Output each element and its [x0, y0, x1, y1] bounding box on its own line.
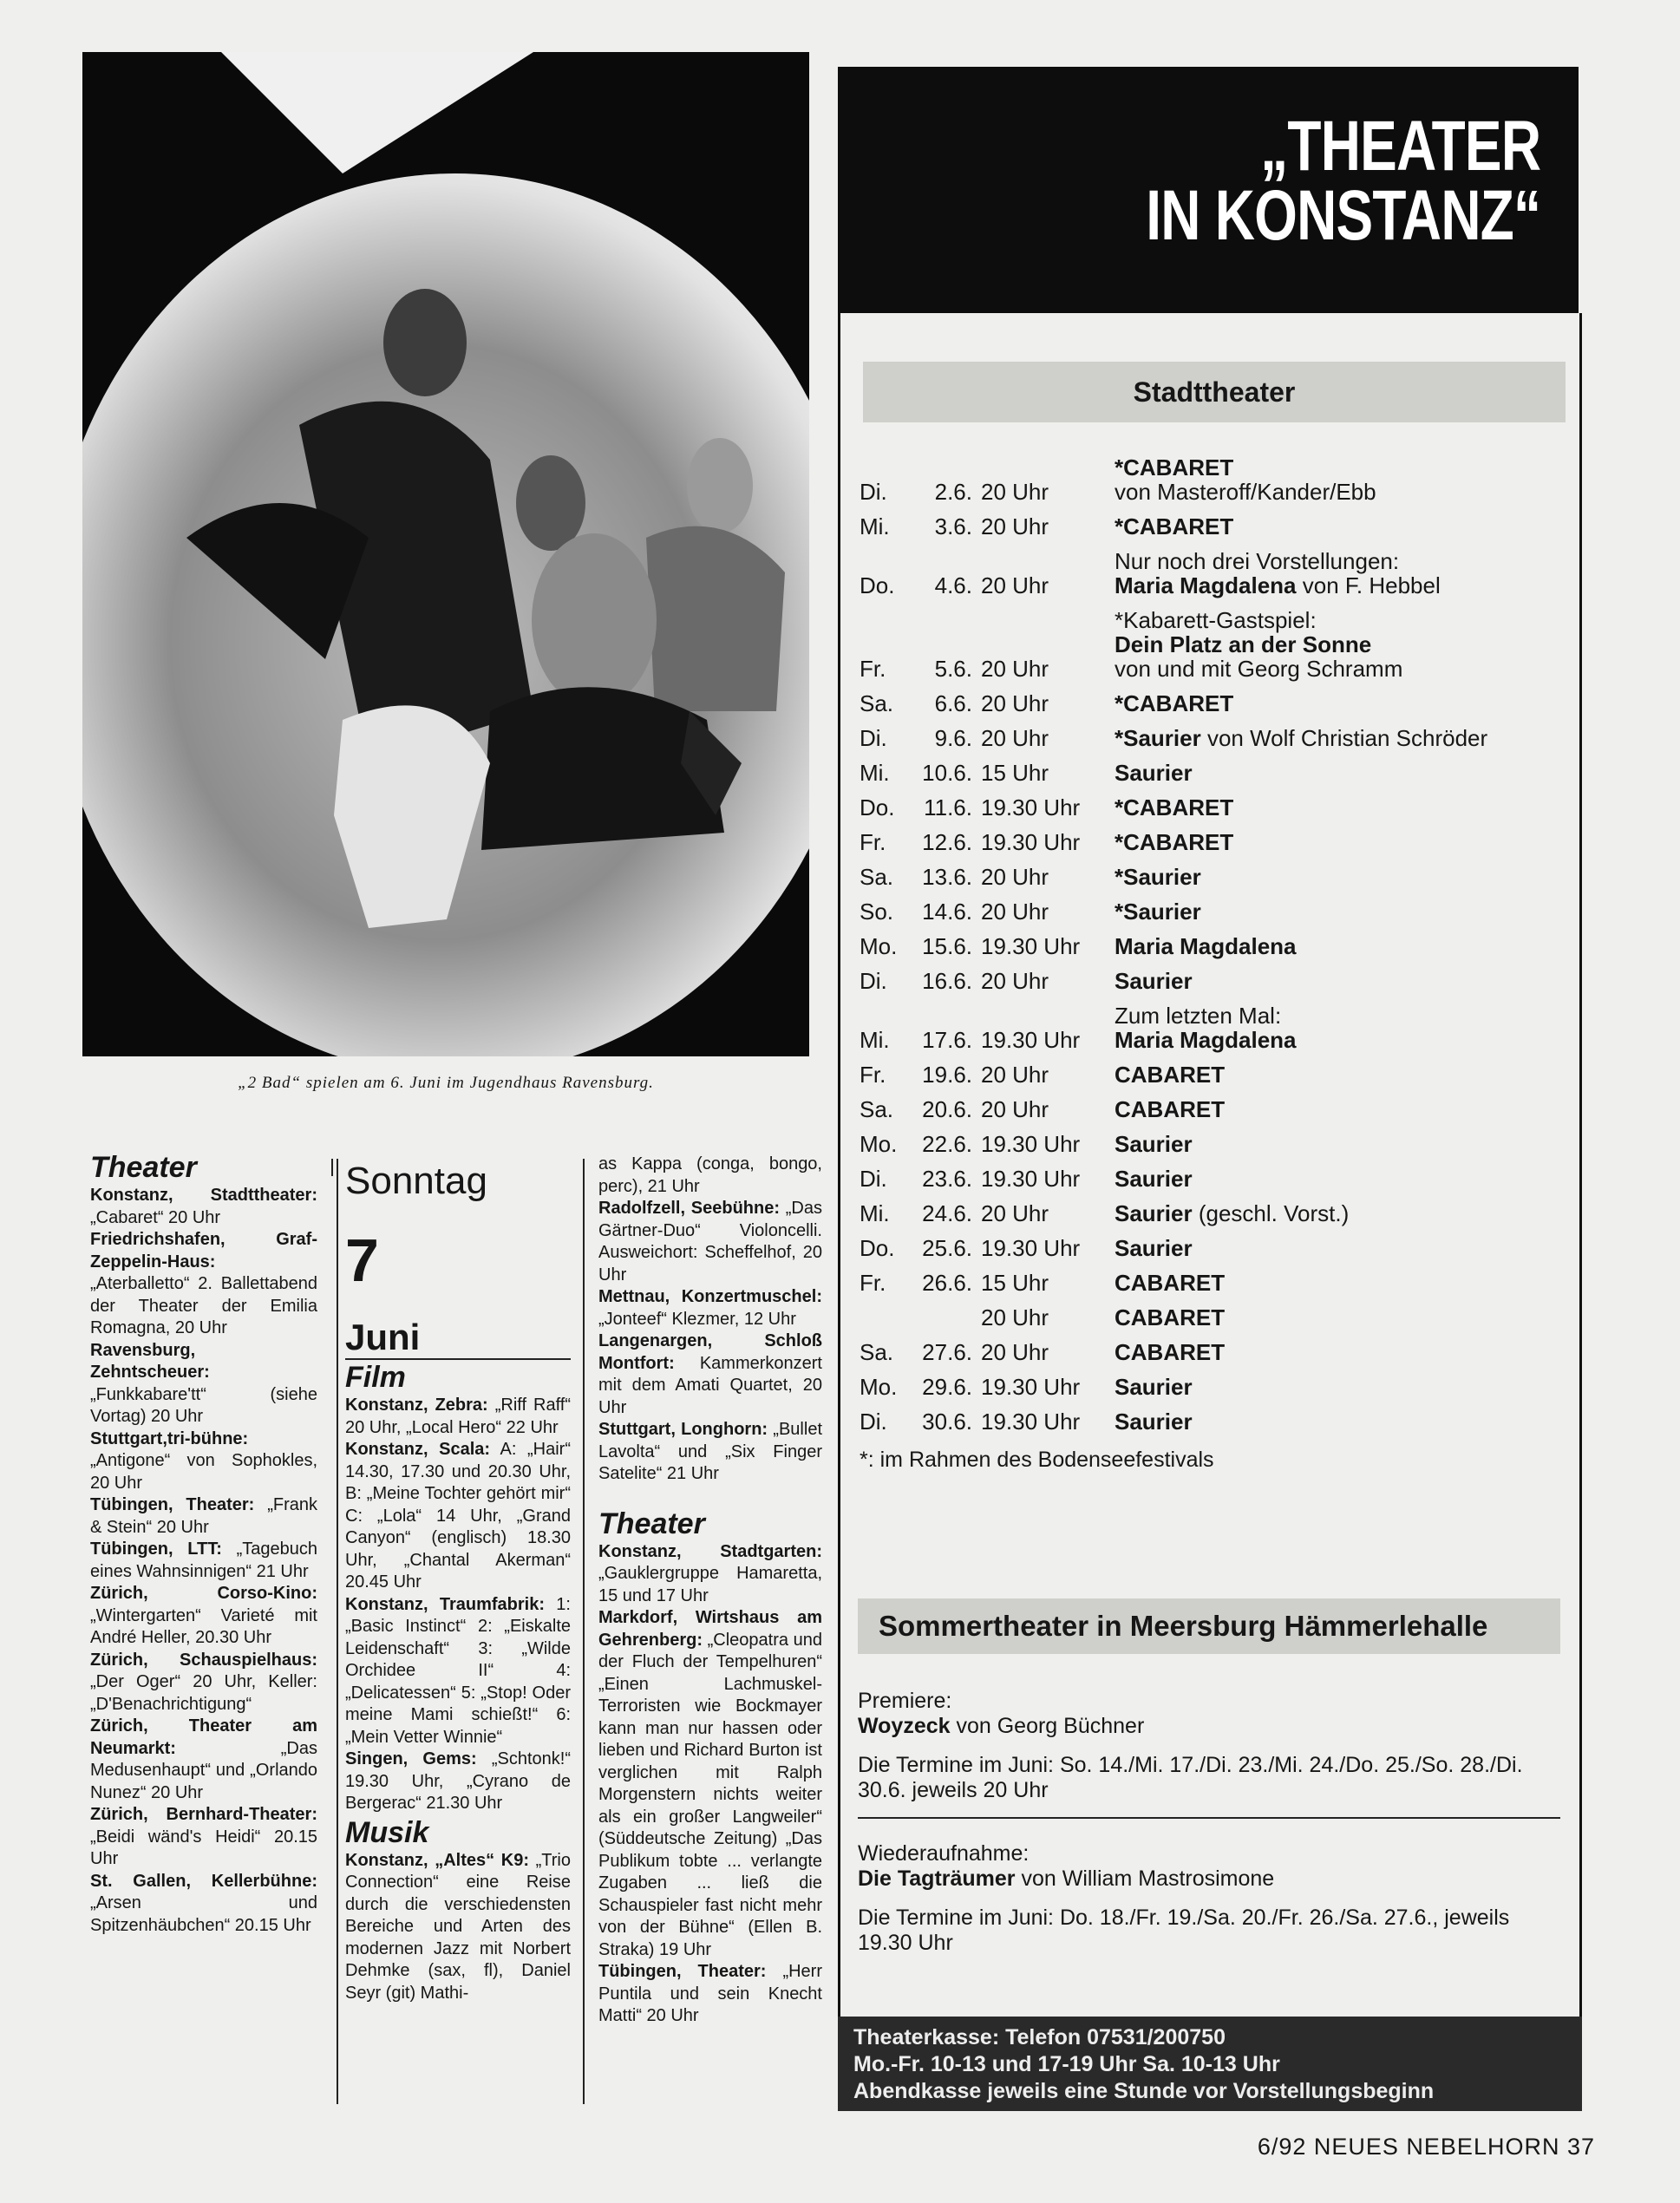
listing-text: „Bullet Lavolta“ und „Six Finger Satelite“ 21 Uhr — [598, 1420, 822, 1483]
listing-entry — [598, 1154, 822, 1198]
schedule-day: Mi. — [860, 513, 890, 539]
schedule-date: 4.6. — [934, 572, 972, 598]
schedule-row — [860, 755, 1571, 790]
schedule-show — [1109, 969, 1571, 993]
show-title: *Saurier — [1115, 864, 1201, 890]
schedule-day: Di. — [860, 1166, 887, 1192]
show-title: Maria Magdalena — [1115, 1027, 1297, 1053]
schedule-date: 25.6. — [922, 1235, 972, 1261]
section-heading-musik: Musik — [345, 1815, 429, 1849]
column-divider — [583, 1159, 585, 2104]
listing-entry — [598, 1541, 822, 1608]
schedule-show — [1109, 1132, 1571, 1156]
venue-name: Zürich, Schauspielhaus: — [90, 1650, 317, 1670]
show-title: Saurier — [1115, 1409, 1193, 1435]
listing-text: „Trio Connection“ eine Reise durch die verschiedensten Bereiche und Arten des modernen Jazz mit Norbert Dehmke (sax, fl), Daniel Seyr (git) Mathi- — [345, 1850, 571, 2003]
section-heading-film: Film — [345, 1361, 406, 1394]
schedule-time: 19.30 Uhr — [981, 794, 1081, 820]
schedule-time: 20 Uhr — [981, 725, 1049, 751]
schedule-show — [1109, 1340, 1571, 1364]
schedule-date: 13.6. — [922, 864, 972, 890]
schedule-time: 19.30 Uhr — [981, 1409, 1081, 1435]
venue-name: Konstanz, „Altes“ K9: — [345, 1850, 529, 1870]
listing-text: „Tagebuch eines Wahnsinnigen“ 21 Uhr — [90, 1539, 317, 1581]
schedule-day: Do. — [860, 1235, 895, 1261]
listing-text: „Funkkabare'tt“ (siehe Vortag) 20 Uhr — [90, 1384, 317, 1426]
schedule-show — [1109, 865, 1571, 889]
listing-entry — [90, 1539, 317, 1583]
schedule-show — [1109, 608, 1571, 681]
show-title: CABARET — [1115, 1339, 1226, 1365]
show-title: *CABARET — [1115, 794, 1234, 820]
venue-name: Zürich, Bernhard-Theater: — [90, 1805, 317, 1824]
page-footer: 6/92 NEUES NEBELHORN 37 — [1257, 2134, 1595, 2160]
schedule-row — [860, 1127, 1571, 1161]
schedule-time: 19.30 Uhr — [981, 829, 1081, 855]
box-office-phone: Theaterkasse: Telefon 07531/200750 — [853, 2025, 1226, 2049]
listing-entry — [90, 1340, 317, 1428]
listing-text: A: „Hair“ 14.30, 17.30 und 20.30 Uhr, B: „Meine Tochter gehört mir“ C: „Lola“ 14 Uhr, „Grand Canyon“ (englisch) 18.30 Uhr, „Chantal Akerman“ 20.45 Uhr — [345, 1440, 571, 1592]
schedule-time: 19.30 Uhr — [981, 1166, 1081, 1192]
schedule-day: Di. — [860, 968, 887, 994]
listing-entry — [598, 1286, 822, 1330]
listing-list — [345, 1850, 571, 2005]
schedule-row — [860, 1057, 1571, 1092]
listing-entry — [598, 1961, 822, 2028]
column-sunday — [345, 1159, 571, 2004]
schedule-show — [1109, 726, 1571, 750]
schedule-show — [1109, 934, 1571, 958]
show-author: von Wolf Christian Schröder — [1200, 725, 1488, 751]
schedule-row — [860, 1335, 1571, 1370]
venue-name: Singen, Gems: — [345, 1749, 477, 1768]
schedule-row — [860, 929, 1571, 964]
schedule-day: Mi. — [860, 1200, 890, 1226]
schedule-row — [860, 1161, 1571, 1196]
schedule-date: 5.6. — [934, 656, 972, 682]
listing-text: as Kappa (conga, bongo, perc), 21 Uhr — [598, 1154, 822, 1196]
divider — [858, 1817, 1560, 1819]
show-title: *Saurier — [1115, 725, 1201, 751]
premiere-label: Premiere: — [858, 1689, 952, 1713]
schedule-day: Mo. — [860, 1374, 898, 1400]
wiederaufnahme-title: Die Tagträumer — [858, 1866, 1016, 1891]
band-photo — [82, 52, 809, 1056]
show-title: CABARET — [1115, 1096, 1226, 1122]
schedule-row — [860, 1092, 1571, 1127]
schedule-day: Mo. — [860, 933, 898, 959]
day-name: Sonntag — [345, 1160, 487, 1202]
schedule-time: 20 Uhr — [981, 1096, 1049, 1122]
day-header — [345, 1159, 571, 1360]
schedule-date: 2.6. — [934, 479, 972, 505]
theater-banner — [838, 67, 1579, 313]
schedule-date: 24.6. — [922, 1200, 972, 1226]
venue-name: Tübingen, Theater: — [90, 1495, 255, 1514]
schedule-row — [860, 894, 1571, 929]
schedule-show — [1109, 514, 1571, 539]
listing-list — [598, 1154, 822, 1486]
sommertheater-heading: Sommertheater in Meersburg Hämmerlehalle — [858, 1598, 1560, 1654]
schedule-day: Do. — [860, 572, 895, 598]
schedule-time: 20 Uhr — [981, 479, 1049, 505]
schedule-show — [1109, 1271, 1571, 1295]
show-title: *CABARET — [1115, 829, 1234, 855]
listing-entry — [90, 1583, 317, 1650]
schedule-date: 29.6. — [922, 1374, 972, 1400]
schedule-time: 20 Uhr — [981, 968, 1049, 994]
schedule-date: 10.6. — [922, 760, 972, 786]
show-title: Dein Platz an der Sonne — [1115, 631, 1372, 657]
listing-entry — [90, 1185, 317, 1229]
schedule-time: 20 Uhr — [981, 899, 1049, 925]
schedule-day: Mi. — [860, 1027, 890, 1053]
listing-text: „Riff Raff“ 20 Uhr, „Local Hero“ 22 Uhr — [345, 1396, 571, 1437]
schedule-day: Sa. — [860, 864, 894, 890]
schedule-date: 11.6. — [924, 794, 972, 820]
show-subtitle: von Masteroff/Kander/Ebb — [1115, 479, 1376, 505]
venue-name: Stuttgart,tri-bühne: — [90, 1428, 249, 1448]
show-author: (geschl. Vorst.) — [1192, 1200, 1350, 1226]
venue-name: Mettnau, Konzertmuschel: — [598, 1287, 822, 1306]
venue-name: Friedrichshafen, Graf-Zeppelin-Haus: — [90, 1230, 317, 1271]
schedule-time: 19.30 Uhr — [981, 933, 1081, 959]
listing-text: „Antigone“ von Sophokles, 20 Uhr — [90, 1451, 317, 1493]
schedule-show — [1109, 795, 1571, 820]
schedule-day: Di. — [860, 1409, 887, 1435]
schedule-row — [860, 509, 1571, 544]
listing-text: „Cleopatra und der Fluch der Tempelhuren“ „Einen Lachmuskel-Terroristen wie Bockmayer kann man nur hassen oder lieben und Richard Burton ist verglichen mit Ralph Morgenstern nichts weiter als ein großer Langweiler“ (Süddeutsche Zeitung) „Das Publikum tobte ... verlangte Zugaben ... ließ die Schauspieler fast nicht mehr von der Bühne“ (Ellen B. Straka) 19 Uhr — [598, 1630, 822, 1959]
schedule-date: 30.6. — [922, 1409, 972, 1435]
listing-text: „Jonteef“ Klezmer, 12 Uhr — [598, 1309, 796, 1329]
venue-name: Konstanz, Traumfabrik: — [345, 1594, 545, 1614]
listing-text: „Gauklergruppe Hamaretta, 15 und 17 Uhr — [598, 1564, 822, 1605]
schedule-row — [860, 1231, 1571, 1265]
listing-entry — [90, 1804, 317, 1871]
schedule-date: 19.6. — [922, 1062, 972, 1088]
schedule-row — [860, 721, 1571, 755]
listing-entry — [598, 1198, 822, 1286]
schedule-show — [1109, 1003, 1571, 1052]
venue-name: Zürich, Corso-Kino: — [90, 1584, 317, 1603]
schedule-time: 20 Uhr — [981, 864, 1049, 890]
schedule-row — [860, 603, 1571, 686]
show-title: *CABARET — [1115, 690, 1234, 716]
schedule-date: 15.6. — [922, 933, 972, 959]
venue-name: Ravensburg, Zehntscheuer: — [90, 1340, 210, 1382]
theater-panel — [838, 313, 1582, 2017]
schedule-date: 14.6. — [922, 899, 972, 925]
schedule-date: 9.6. — [934, 725, 972, 751]
show-title: CABARET — [1115, 1304, 1226, 1330]
listing-entry — [598, 1419, 822, 1486]
show-title: Saurier — [1115, 968, 1193, 994]
schedule-row — [860, 1196, 1571, 1231]
venue-name: Langenargen, Schloß Montfort: — [598, 1331, 822, 1373]
banner-line: „THEATER — [1259, 107, 1540, 186]
listing-entry — [90, 1229, 317, 1340]
column-continued — [598, 1154, 822, 2028]
schedule-row — [860, 686, 1571, 721]
schedule-date: 6.6. — [934, 690, 972, 716]
schedule-day: Sa. — [860, 1339, 894, 1365]
schedule-note: Zum letzten Mal: — [1115, 1003, 1282, 1029]
footnote: *: im Rahmen des Bodenseefestivals — [860, 1448, 1214, 1472]
schedule-day: Fr. — [860, 656, 886, 682]
show-title: *CABARET — [1115, 454, 1234, 480]
schedule-date: 27.6. — [922, 1339, 972, 1365]
photo-caption: „2 Bad“ spielen am 6. Juni im Jugendhaus Ravensburg. — [238, 1074, 654, 1092]
schedule-date: 20.6. — [922, 1096, 972, 1122]
banner-line: IN KONSTANZ“ — [1146, 176, 1540, 255]
schedule-time: 19.30 Uhr — [981, 1131, 1081, 1157]
schedule-time: 20 Uhr — [981, 1339, 1049, 1365]
wiederaufnahme-author: von William Mastrosimone — [1015, 1866, 1275, 1891]
listing-entry — [90, 1428, 317, 1495]
listing-text: „Wintergarten“ Varieté mit André Heller, 20.30 Uhr — [90, 1605, 317, 1647]
schedule-row — [860, 1370, 1571, 1404]
show-title: Maria Magdalena — [1115, 572, 1297, 598]
schedule-time: 20 Uhr — [981, 1200, 1049, 1226]
schedule-time: 20 Uhr — [981, 513, 1049, 539]
listing-text: „Das Gärtner-Duo“ Violoncelli. Ausweichort: Scheffelhof, 20 Uhr — [598, 1199, 822, 1285]
schedule-time: 19.30 Uhr — [981, 1027, 1081, 1053]
listing-text: „Arsen und Spitzenhäubchen“ 20.15 Uhr — [90, 1893, 317, 1935]
listing-list — [90, 1185, 317, 1937]
schedule-date: 12.6. — [922, 829, 972, 855]
column-divider — [337, 1159, 338, 2104]
listing-text: „Der Oger“ 20 Uhr, Keller: „D'Benachrichtigung“ — [90, 1672, 317, 1714]
schedule-day: Sa. — [860, 1096, 894, 1122]
section-heading-theater: Theater — [598, 1507, 705, 1540]
schedule-show — [1109, 1375, 1571, 1399]
schedule-row — [860, 860, 1571, 894]
listing-list — [598, 1541, 822, 2028]
schedule-table — [860, 450, 1571, 1473]
listing-entry — [345, 1395, 571, 1439]
listing-entry — [345, 1749, 571, 1815]
schedule-time: 15 Uhr — [981, 760, 1049, 786]
listing-text: „Herr Puntila und sein Knecht Matti“ 20 Uhr — [598, 1962, 823, 2025]
schedule-date: 23.6. — [922, 1166, 972, 1192]
show-title: *Saurier — [1115, 899, 1201, 925]
listing-entry — [90, 1494, 317, 1539]
month-name: Juni — [345, 1317, 421, 1357]
show-author: von F. Hebbel — [1296, 572, 1441, 598]
listing-text: „Frank & Stein“ 20 Uhr — [90, 1495, 317, 1537]
listing-list — [345, 1395, 571, 1815]
show-title: Saurier — [1115, 1166, 1193, 1192]
section-heading-theater: Theater — [90, 1151, 197, 1184]
schedule-day: Fr. — [860, 829, 886, 855]
sommertheater-section — [858, 1689, 1560, 1970]
column-theater — [90, 1150, 317, 1937]
schedule-row — [860, 964, 1571, 998]
schedule-time: 20 Uhr — [981, 690, 1049, 716]
schedule-date: 22.6. — [922, 1131, 972, 1157]
wiederaufnahme-label: Wiederaufnahme: — [858, 1841, 1030, 1866]
schedule-note: *Kabarett-Gastspiel: — [1115, 607, 1317, 633]
box-office-hours: Mo.-Fr. 10-13 und 17-19 Uhr Sa. 10-13 Uhr — [853, 2052, 1280, 2076]
venue-name: Tübingen, Theater: — [598, 1962, 767, 1981]
schedule-date: 3.6. — [934, 513, 972, 539]
schedule-day: Di. — [860, 725, 887, 751]
premiere-dates: Die Termine im Juni: So. 14./Mi. 17./Di. 23./Mi. 24./Do. 25./So. 28./Di. 30.6. jeweils 20 Uhr — [858, 1753, 1523, 1802]
venue-name: Markdorf, Wirtshaus am Gehrenberg: — [598, 1608, 822, 1650]
listing-text: „Schtonk!“ 19.30 Uhr, „Cyrano de Bergerac“ 21.30 Uhr — [345, 1749, 572, 1813]
venue-name: Tübingen, LTT: — [90, 1539, 222, 1559]
show-title: Saurier — [1115, 1235, 1193, 1261]
schedule-show — [1109, 1167, 1571, 1191]
wiederaufnahme-dates: Die Termine im Juni: Do. 18./Fr. 19./Sa. 20./Fr. 26./Sa. 27.6., jeweils 19.30 Uhr — [858, 1906, 1510, 1955]
schedule-day: Sa. — [860, 690, 894, 716]
schedule-date: 17.6. — [922, 1027, 972, 1053]
schedule-day: Di. — [860, 479, 887, 505]
schedule-show — [1109, 691, 1571, 716]
premiere-author: von Georg Büchner — [950, 1714, 1145, 1738]
schedule-time: 20 Uhr — [981, 572, 1049, 598]
schedule-show — [1109, 830, 1571, 854]
schedule-note: Nur noch drei Vorstellungen: — [1115, 548, 1400, 574]
venue-name: Radolfzell, Seebühne: — [598, 1199, 780, 1218]
show-subtitle: von und mit Georg Schramm — [1115, 656, 1403, 682]
listing-entry — [345, 1594, 571, 1749]
schedule-time: 19.30 Uhr — [981, 1235, 1081, 1261]
venue-name: Konstanz, Stadtgarten: — [598, 1541, 822, 1561]
schedule-show — [1109, 1062, 1571, 1087]
column-divider — [331, 1159, 333, 1176]
schedule-day: Fr. — [860, 1062, 886, 1088]
show-title: Saurier — [1115, 1200, 1193, 1226]
listing-text: Kammerkonzert mit dem Amati Quartet, 20 Uhr — [598, 1353, 822, 1417]
schedule-time: 20 Uhr — [981, 1304, 1049, 1330]
schedule-day: So. — [860, 899, 894, 925]
schedule-row — [860, 998, 1571, 1057]
schedule-show — [1109, 899, 1571, 924]
schedule-date: 26.6. — [922, 1270, 972, 1296]
show-title: CABARET — [1115, 1062, 1226, 1088]
schedule-date: 16.6. — [922, 968, 972, 994]
show-title: Saurier — [1115, 1131, 1193, 1157]
schedule-day: Do. — [860, 794, 895, 820]
show-title: Maria Magdalena — [1115, 933, 1297, 959]
schedule-row — [860, 450, 1571, 509]
box-office-info — [838, 2017, 1582, 2111]
schedule-day: Fr. — [860, 1270, 886, 1296]
listing-entry — [598, 1330, 822, 1419]
listing-text: „Beidi wänd's Heidi“ 20.15 Uhr — [90, 1827, 317, 1868]
day-number: 7 — [345, 1226, 379, 1294]
listing-text: 1: „Basic Instinct“ 2: „Eiskalte Leidenschaft“ 3: „Wilde Orchidee II“ 4: „Delicatessen“ 5: „Stop! Oder meine Mami schießt!“ 6: „Mein Vetter Winnie“ — [345, 1594, 571, 1747]
schedule-row — [860, 825, 1571, 860]
premiere-title: Woyzeck — [858, 1714, 951, 1738]
listing-entry — [90, 1716, 317, 1804]
schedule-row — [860, 790, 1571, 825]
schedule-show — [1109, 455, 1571, 504]
show-title: Saurier — [1115, 1374, 1193, 1400]
schedule-row — [860, 1265, 1571, 1300]
listing-text: „Aterballetto“ 2. Ballettabend der Theater der Emilia Romagna, 20 Uhr — [90, 1274, 317, 1337]
listing-entry — [90, 1871, 317, 1938]
banner-title — [1146, 107, 1540, 255]
schedule-time: 20 Uhr — [981, 656, 1049, 682]
venue-name: Konstanz, Scala: — [345, 1440, 491, 1459]
show-title: *CABARET — [1115, 513, 1234, 539]
schedule-show — [1109, 1097, 1571, 1121]
schedule-day: Mo. — [860, 1131, 898, 1157]
schedule-row — [860, 1404, 1571, 1439]
venue-name: Stuttgart, Longhorn: — [598, 1420, 768, 1439]
listing-entry — [345, 1439, 571, 1594]
stadttheater-heading: Stadttheater — [863, 362, 1566, 422]
evening-box-office: Abendkasse jeweils eine Stunde vor Vorstellungsbeginn — [853, 2079, 1435, 2103]
schedule-time: 15 Uhr — [981, 1270, 1049, 1296]
listing-text: „Cabaret“ 20 Uhr — [90, 1207, 221, 1227]
schedule-show — [1109, 1201, 1571, 1226]
show-title: Saurier — [1115, 760, 1193, 786]
schedule-row — [860, 544, 1571, 603]
listing-entry — [598, 1607, 822, 1961]
schedule-time: 19.30 Uhr — [981, 1374, 1081, 1400]
schedule-show — [1109, 1409, 1571, 1434]
venue-name: Konstanz, Stadttheater: — [90, 1186, 317, 1205]
venue-name: Konstanz, Zebra: — [345, 1396, 488, 1415]
listing-text: „Das Medusenhaupt“ und „Orlando Nunez“ 20 Uhr — [90, 1738, 317, 1802]
listing-entry — [345, 1850, 571, 2005]
schedule-row — [860, 1300, 1571, 1335]
schedule-show — [1109, 549, 1571, 598]
schedule-show — [1109, 761, 1571, 785]
schedule-day: Mi. — [860, 760, 890, 786]
schedule-show — [1109, 1305, 1571, 1330]
venue-name: Zürich, Theater am Neumarkt: — [90, 1716, 317, 1758]
schedule-show — [1109, 1236, 1571, 1260]
show-title: CABARET — [1115, 1270, 1226, 1296]
schedule-time: 20 Uhr — [981, 1062, 1049, 1088]
listing-entry — [90, 1650, 317, 1716]
venue-name: St. Gallen, Kellerbühne: — [90, 1871, 317, 1891]
